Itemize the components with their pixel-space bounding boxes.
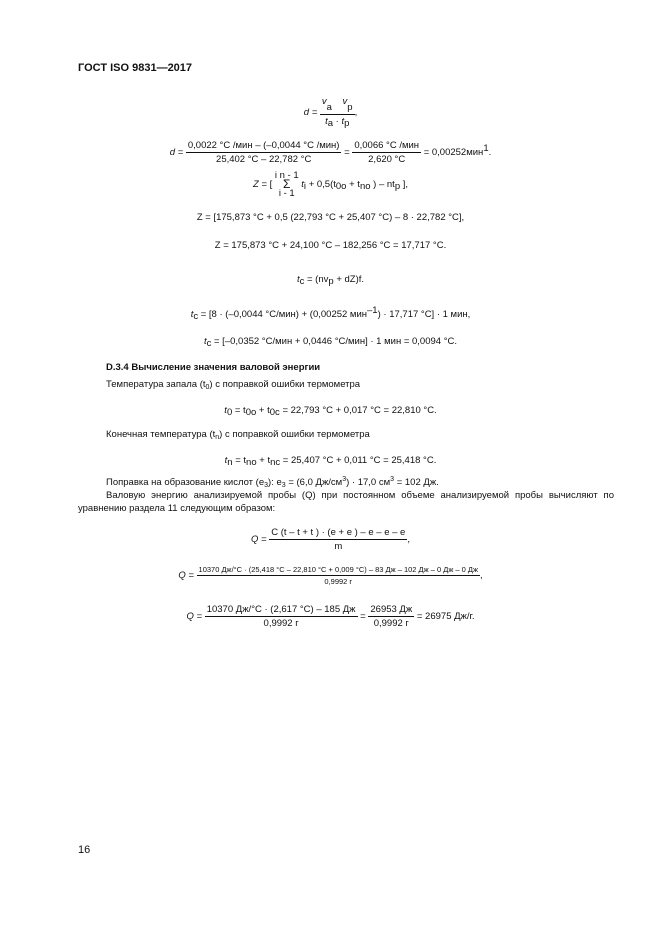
text-final-temperature: Конечная температура $(t_n)$ с поправкой ошибки термометра — [106, 429, 370, 441]
equation-d-value: d = $\frac{\text{0,0022 °C /мин – (–0,0044 °C /мин)}}{25,402 ^\circ C - 22,782 ^\circ C}$ = $\frac{\text{0,0066 °C /мин}}{2,620 ^\circ C}$ = 0,00252мин1. — [169, 140, 492, 165]
text-ignition-temperature: Температура запала $(t_0)$ с поправкой ошибки термометра — [106, 379, 361, 391]
text-acid-correction: Поправка на образование кислот $(e_3)$: $e_3 = (6,0$ $Дж/см^3) \cdot 17,0$ $см^3 = 102$ Дж. — [106, 476, 439, 489]
equation-q-definition: Q = $\frac{C (t - t + t ) \cdot (e + e ) - e - e - e}{m}$ , — [251, 527, 410, 552]
equation-tc-substitution: tc = [8 · (–0,0044 °C/мин) + (0,00252 мин–1) · 17,717 °C] · 1 мин, — [190, 305, 471, 322]
document-header: ГОСТ ISO 9831—2017 — [78, 62, 193, 74]
equation-tc-result: tc = [–0,0352 °C/мин + 0,0446 °C/мин] · 1 мин = 0,0094 °C. — [203, 336, 458, 349]
equation-q-substitution: Q = 10370 Дж/°C · (25,418 °C – 22,810 °C + 0,009 °C) – 83 Дж – 102 Дж – 0 Дж – 0 Дж 0,9992 г , — [178, 565, 483, 586]
equation-tn: tn = tno + tnc = 25,407 °C + 0,011 °C = 25,418 °C. — [224, 455, 437, 468]
equation-q-result: Q = $\frac{10370 Дж/^\circ C \cdot (2,617 ^\circ C) - 185 Дж}{0,9992 г}$ = $\frac{26953 Дж}{0,9992 г}$ = 26975 Дж/г. — [186, 604, 475, 629]
page-number: 16 — [78, 844, 91, 856]
section-title: D.3.4 Вычисление значения валовой энергии — [106, 362, 321, 373]
equation-t0: t0 = t0o + t0c = 22,793 °C + 0,017 °C = 22,810 °C. — [224, 405, 437, 418]
equation-z-result: Z = 175,873 °C + 24,100 °C – 182,256 °C = 17,717 °C. — [214, 240, 447, 251]
equation-z-substitution: Z = [175,873 °C + 0,5 (22,793 °C + 25,407 °C) – 8 · 22,782 °C], — [196, 212, 465, 223]
equation-tc-definition: tc = (nvp + dZ)f. — [296, 274, 365, 287]
text-gross-energy: Валовую энергию анализируемой пробы (Q) при постоянном объеме анализируемой пробы вычисляют по уравнению раздела 11 следующим образом: — [78, 490, 614, 514]
equation-z-definition: Z = [ i n - 1 Σ i - 1 ti + 0,5(t0o + tno ) – ntp ], — [252, 170, 409, 199]
equation-d-definition: d = $\frac{\text{va vp}}{ta \cdot tp}$ , — [303, 96, 358, 129]
